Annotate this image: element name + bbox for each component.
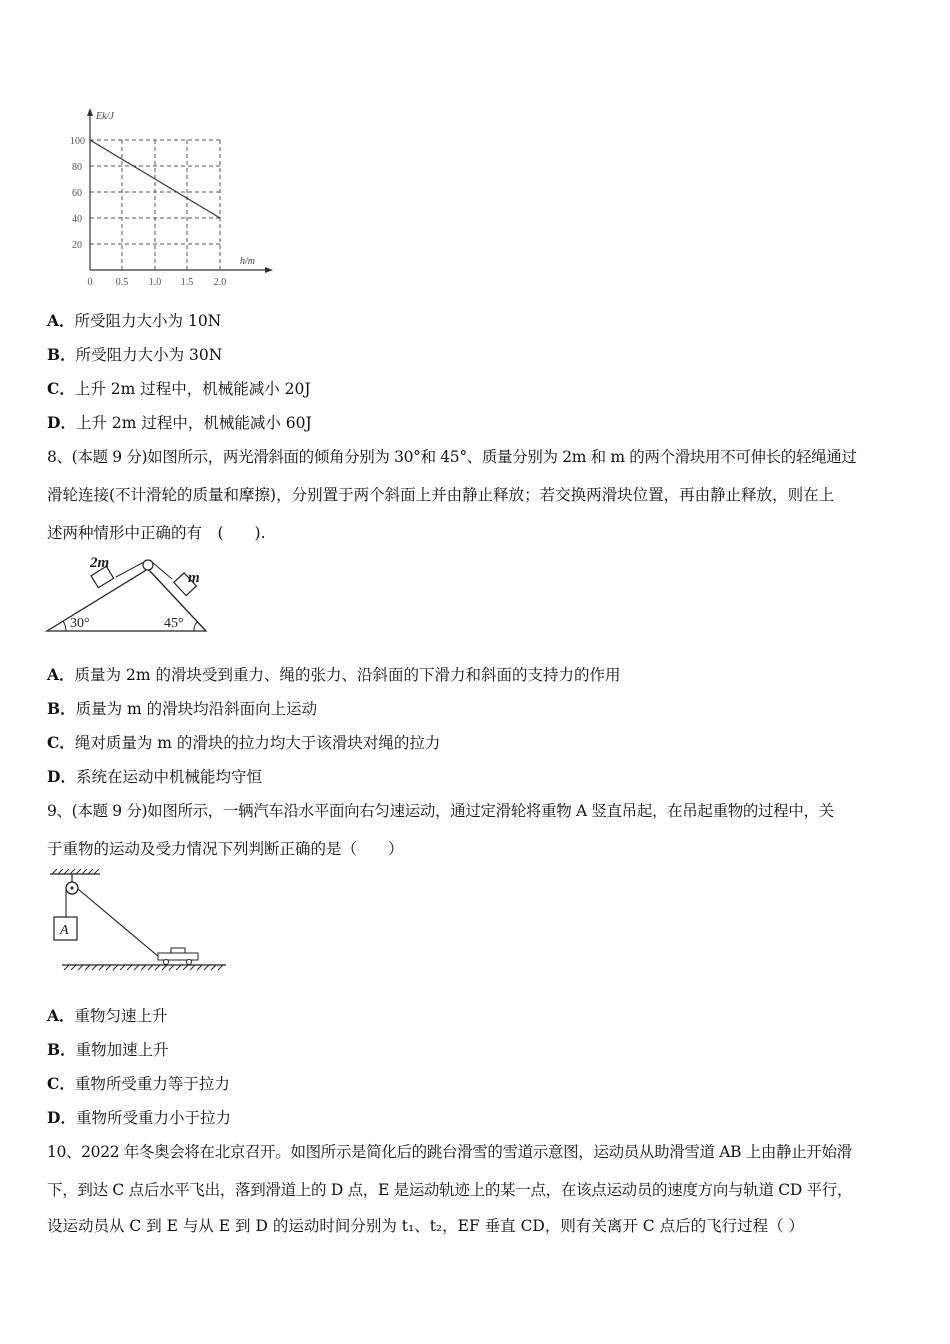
- y-tick: 40: [72, 214, 82, 225]
- q10-stem-line3: 设运动员从 C 到 E 与从 E 到 D 的运动时间分别为 t₁、t₂，EF 垂直 CD，则有关离开 C 点后的飞行过程（ ）: [47, 1217, 804, 1235]
- pulley-car-figure: [44, 868, 234, 974]
- q10-stem-line2: 下，到达 C 点后水平飞出，落到滑道上的 D 点，E 是运动轨迹上的某一点，在该点运动员的速度方向与轨道 CD 平行，: [47, 1181, 853, 1199]
- q8-option-a: A．质量为 2m 的滑块受到重力、绳的张力、沿斜面的下滑力和斜面的支持力的作用: [47, 665, 621, 684]
- incline-figure: [44, 553, 214, 638]
- q8-option-c: C．绳对质量为 m 的滑块的拉力均大于该滑块对绳的拉力: [47, 733, 441, 752]
- x-tick: 0: [87, 277, 93, 288]
- q8-option-b: B．质量为 m 的滑块均沿斜面向上运动: [47, 699, 318, 718]
- y-tick: 100: [70, 136, 85, 147]
- q8-stem-line1: 8、(本题 9 分)如图所示，两光滑斜面的倾角分别为 30°和 45°、质量分别为 2m 和 m 的两个滑块用不可伸长的轻绳通过: [47, 448, 857, 466]
- angle-30: 30°: [70, 616, 90, 631]
- q8-stem-line3: 述两种情形中正确的有 ( ).: [47, 524, 266, 542]
- q8-stem-line2: 滑轮连接(不计滑轮的质量和摩擦)，分别置于两个斜面上并由静止释放；若交换两滑块位置，再由静止释放，则在上: [47, 486, 835, 504]
- label-m: m: [188, 570, 200, 586]
- y-axis-label: Ek/J: [96, 111, 114, 122]
- q9-option-b: B．重物加速上升: [47, 1040, 169, 1059]
- q10-stem-line1: 10、2022 年冬奥会将在北京召开。如图所示是简化后的跳台滑雪的雪道示意图，运动员从助滑雪道 AB 上由静止开始滑: [47, 1143, 852, 1161]
- pulley-icon: [143, 560, 153, 570]
- y-tick: 60: [72, 188, 82, 199]
- q9-option-c: C．重物所受重力等于拉力: [47, 1074, 230, 1093]
- x-tick: 2.0: [213, 277, 227, 288]
- x-tick: 1.0: [148, 277, 162, 288]
- y-tick: 20: [72, 240, 82, 251]
- q9-stem-line1: 9、(本题 9 分)如图所示，一辆汽车沿水平面向右匀速运动，通过定滑轮将重物 A 竖直吊起，在吊起重物的过程中，关: [47, 802, 834, 820]
- x-tick: 0.5: [115, 277, 129, 288]
- y-tick: 80: [72, 162, 82, 173]
- q7-option-d: D．上升 2m 过程中，机械能减小 60J: [47, 413, 312, 432]
- car-icon: [158, 948, 198, 965]
- block-a-label: A: [60, 923, 69, 938]
- q9-option-d: D．重物所受重力小于拉力: [47, 1108, 231, 1127]
- label-2m: 2m: [90, 555, 110, 571]
- q7-option-c: C．上升 2m 过程中，机械能减小 20J: [47, 379, 311, 398]
- x-tick: 1.5: [180, 277, 194, 288]
- x-axis-label: h/m: [240, 256, 255, 267]
- ek-h-graph: [60, 105, 275, 290]
- angle-45: 45°: [164, 616, 184, 631]
- q8-option-d: D．系统在运动中机械能均守恒: [47, 767, 262, 786]
- q7-option-a: A．所受阻力大小为 10N: [47, 311, 222, 330]
- q9-option-a: A．重物匀速上升: [47, 1006, 168, 1025]
- q7-option-b: B．所受阻力大小为 30N: [47, 345, 223, 364]
- q9-stem-line2: 于重物的运动及受力情况下列判断正确的是（ ）: [47, 840, 404, 858]
